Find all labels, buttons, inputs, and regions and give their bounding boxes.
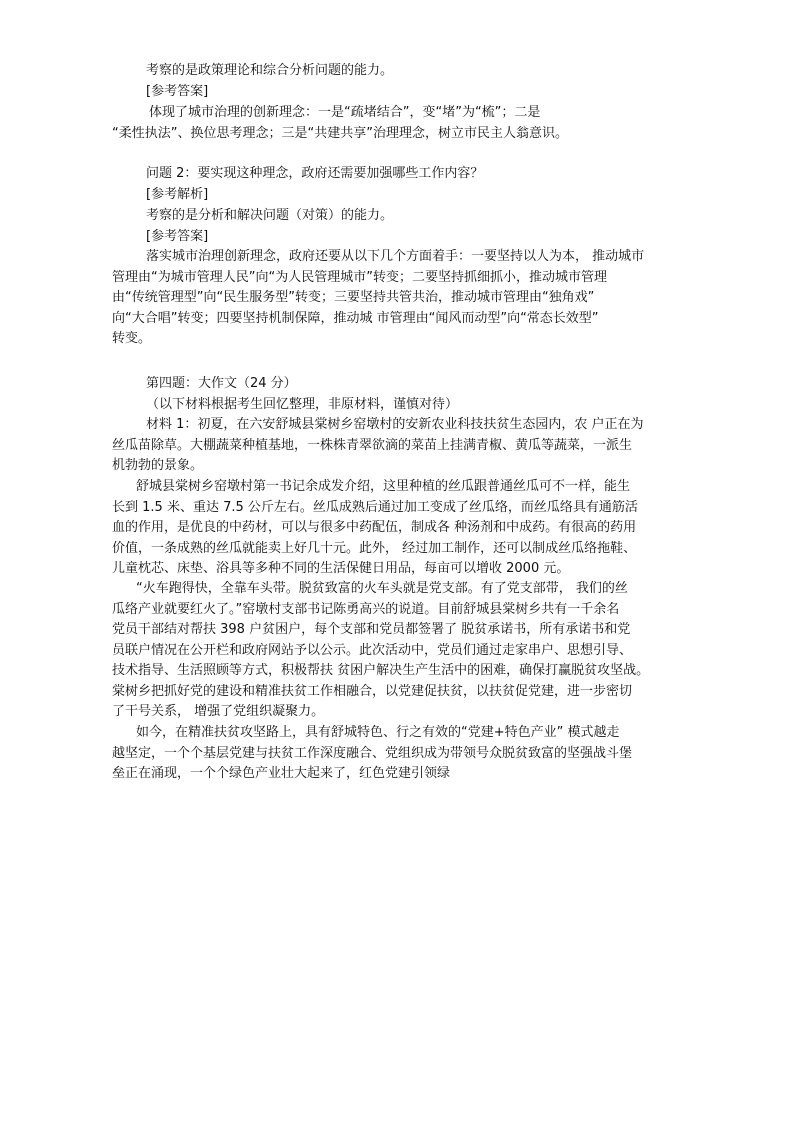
text-line: （以下材料根据考生回忆整理，非原材料，谨慎对待） [146,397,459,412]
text-line: 儿童枕芯、床垫、浴具等多种不同的生活保健日用品，每亩可以增收 2000 元。 [112,561,570,576]
text-line: “火车跑得快，全靠车头带。脱贫致富的火车头就是党支部。有了党支部带， 我们的丝 [136,581,628,596]
text-line: 长到 1.5 米、重达 7.5 公斤左右。丝瓜成熟后通过加工变成了丝瓜络，而丝瓜络具有通筋活 [112,499,638,515]
answer-label-1 [112,82,696,103]
text-line: 如今，在精准扶贫攻坚路上，具有舒城特色、行之有效的“党建+特色产业” 模式越走 [136,725,620,740]
answer-paragraph-2 [112,247,696,350]
text-line: 舒城县棠树乡窑墩村第一书记余成发介绍，这里种植的丝瓜跟普通丝瓜可不一样，能生 [136,479,631,494]
label: [参考解析] [146,187,209,202]
text-line: 了干号关系， 增强了党组织凝聚力。 [112,704,325,719]
question-2 [112,164,696,185]
material-paragraph-4 [112,723,696,785]
analysis-text-2 [112,206,696,227]
text-line: 价值，一条成熟的丝瓜就能卖上好几十元。此外， 经过加工制作，还可以制成丝瓜络拖鞋、 [112,540,637,556]
text-line: 党员干部结对帮扶 398 户贫困户，每个支部和党员都签署了 脱贫承诺书，所有承诺书和党 [112,622,631,637]
text-line: 员联户情况在公开栏和政府网站予以公示。此次活动中，党员们通过走家串户、思想引导、 [112,642,633,658]
text-line: 体现了城市治理的创新理念：一是“疏堵结合”，变“堵”为“梳”；二是 [149,105,541,120]
text-line: 机勃勃的景象。 [112,458,204,473]
text-line: 向“大合唱”转变；四要坚持机制保障，推动城 市管理由“闻风而动型”向“常态长效型” [112,310,599,326]
text-line: 由“传统管理型”向“民生服务型”转变；三要坚持共管共治，推动城市管理由“独角戏” [112,290,595,305]
text-line: 越坚定，一个个基层党建与扶贫工作深度融合、党组织成为带领号众脱贫致富的坚强战斗堡 [112,745,633,761]
text-line: 考察的是分析和解决问题（对策）的能力。 [146,208,394,223]
material-paragraph-3 [112,579,696,723]
label: [参考答案] [146,229,209,244]
text-line: 瓜络产业就要红火了。”窑墩村支部书记陈勇高兴的说道。目前舒城县棠树乡共有一千余名 [112,601,620,617]
text-line: 丝瓜苗除草。大棚蔬菜种植基地，一株株青翠欲滴的菜苗上挂满青椒、黄瓜等蔬菜，一派生 [112,437,633,453]
text-line: 考察的是政策理论和综合分析问题的能力。 [146,63,394,78]
material-paragraph-2 [112,477,696,580]
text-line: 问题 2：要实现这种理念，政府还需要加强哪些工作内容？ [146,166,484,181]
heading-line: 第四题：大作文（24 分） [146,376,297,391]
answer-label-2 [112,227,696,248]
text-line: 垒正在涌现，一个个绿色产业壮大起来了，红色党建引领绿 [112,766,451,781]
material-1-paragraph [112,415,696,477]
text-line: 材料 1：初夏，在六安舒城县棠树乡窑墩村的安新农业科技扶贫生态园内，农 户正在为 [146,417,644,432]
label: [参考答案] [146,84,209,99]
text-line: 管理由“为城市管理人民”向“为人民管理城市”转变；二要坚持抓细抓小，推动城市管理 [112,269,607,285]
answer-paragraph-1 [112,103,696,144]
text-line: 转变。 [112,331,152,346]
text-line: 血的作用，是优良的中药材，可以与很多中药配伍，制成各 种汤剂和中成药。有很高的药用 [112,520,637,535]
text-line: 棠树乡把抓好党的建设和精准扶贫工作相融合，以党建促扶贫，以扶贫促党建，进一步密切 [112,683,633,699]
text-line: 技术指导、生活照顾等方式，积极帮扶 贫困户解决生产生活中的困难，确保打赢脱贫攻坚战。 [112,663,650,678]
analysis-label-2 [112,185,696,206]
material-note [112,395,696,416]
essay-heading [112,374,696,395]
text-line: “柔性执法”、换位思考理念；三是“共建共享”治理理念，树立市民主人翁意识。 [112,125,568,141]
text-line: 落实城市治理创新理念，政府还要从以下几个方面着手：一要坚持以人为本， 推动城市 [146,249,645,264]
analysis-text-1 [112,61,696,82]
